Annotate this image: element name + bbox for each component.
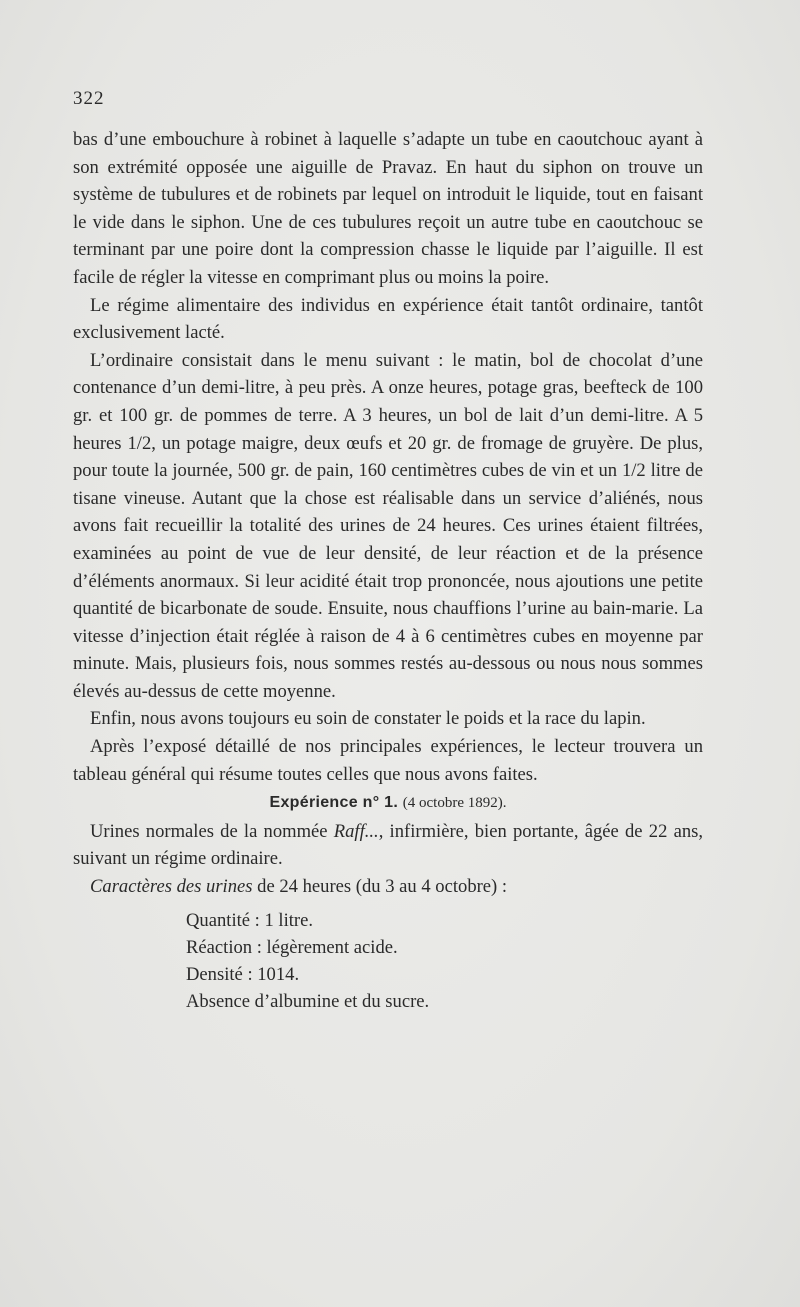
- characters-label: Caractères des urines: [90, 876, 253, 898]
- property-quantity: Quantité : 1 litre.: [186, 909, 314, 931]
- paragraph-menu: L’ordinaire consistait dans le menu suivant : le matin, bol de chocolat d’une contenance d’un demi-litre, à peu près. A onze heures, potage gras, beefteck de 100 gr. et 100 gr. de pommes de terre. A 3 heures, un bol de lait d’un demi-litre. A 5 heures 1/2, un potage maigre, deux œufs et 20 gr. de fromage de gruyère. De plus, pour toute la journée, 500 gr. de pain, 160 centimètres cubes de vin et un 1/2 litre de tisane vineuse. Autant que la chose est réalisable dans un service d’aliénés, nous avons fait recueillir la totalité des urines de 24 heures. Ces urines étaient filtrées, examinées au point de vue de leur densité, de leur réaction et de la présence d’éléments anormaux. Si leur acidité était trop prononcée, nous ajoutions une petite quantité de bicarbonate de soude. Ensuite, nous chauffions l’urine au bain-marie. La vitesse d’injection était réglée à raison de 4 à 6 centimètres cubes en moyenne par minute. Mais, plusieurs fois, nous sommes restés au-dessous ou nous nous sommes élevés au-dessus de cette moyenne.: [73, 349, 703, 702]
- page-number: 322: [73, 88, 105, 109]
- property-density: Densité : 1014.: [186, 963, 300, 985]
- paragraph-regime: Le régime alimentaire des individus en expérience était tantôt ordinaire, tantôt exclusivement lacté.: [73, 294, 703, 344]
- paragraph-siphon: bas d’une embouchure à robinet à laquelle s’adapte un tube en caoutchouc ayant à son extrémité opposée une aiguille de Pravaz. En haut du siphon on trouve un système de tubulures et de robinets par lequel on introduit le liquide, tout en faisant le vide dans le siphon. Une de ces tubulures reçoit un autre tube en caoutchouc se terminant par une poire dont la compression chasse le liquide par l’aiguille. Il est facile de régler la vitesse en comprimant plus ou moins la poire.: [73, 129, 703, 288]
- body-text: [73, 126, 703, 1015]
- urine-properties: [186, 907, 703, 1015]
- experiment-heading: [73, 788, 703, 818]
- property-albumin: Absence d’albumine et du sucre.: [186, 990, 430, 1012]
- paragraph-weight: Enfin, nous avons toujours eu soin de constater le poids et la race du lapin.: [90, 708, 646, 730]
- subject-before: Urines normales de la nommée: [90, 820, 334, 842]
- paragraph-summary: Après l’exposé détaillé de nos principales expériences, le lecteur trouvera un tableau général qui résume toutes celles que nous avons faites.: [73, 736, 703, 785]
- experiment-title: Expérience n° 1.: [269, 794, 399, 812]
- subject-name: Raff...: [333, 820, 379, 842]
- paragraph-characters: [73, 873, 703, 901]
- property-reaction: Réaction : légèrement acide.: [186, 936, 398, 958]
- characters-rest: de 24 heures (du 3 au 4 octobre) :: [252, 876, 508, 898]
- subject-after: , infirmière, bien portante, âgée de 22 ans, suivant un régime ordinaire.: [73, 820, 704, 870]
- experiment-date: (4 octobre 1892).: [402, 795, 507, 812]
- paragraph-subject: [73, 818, 703, 873]
